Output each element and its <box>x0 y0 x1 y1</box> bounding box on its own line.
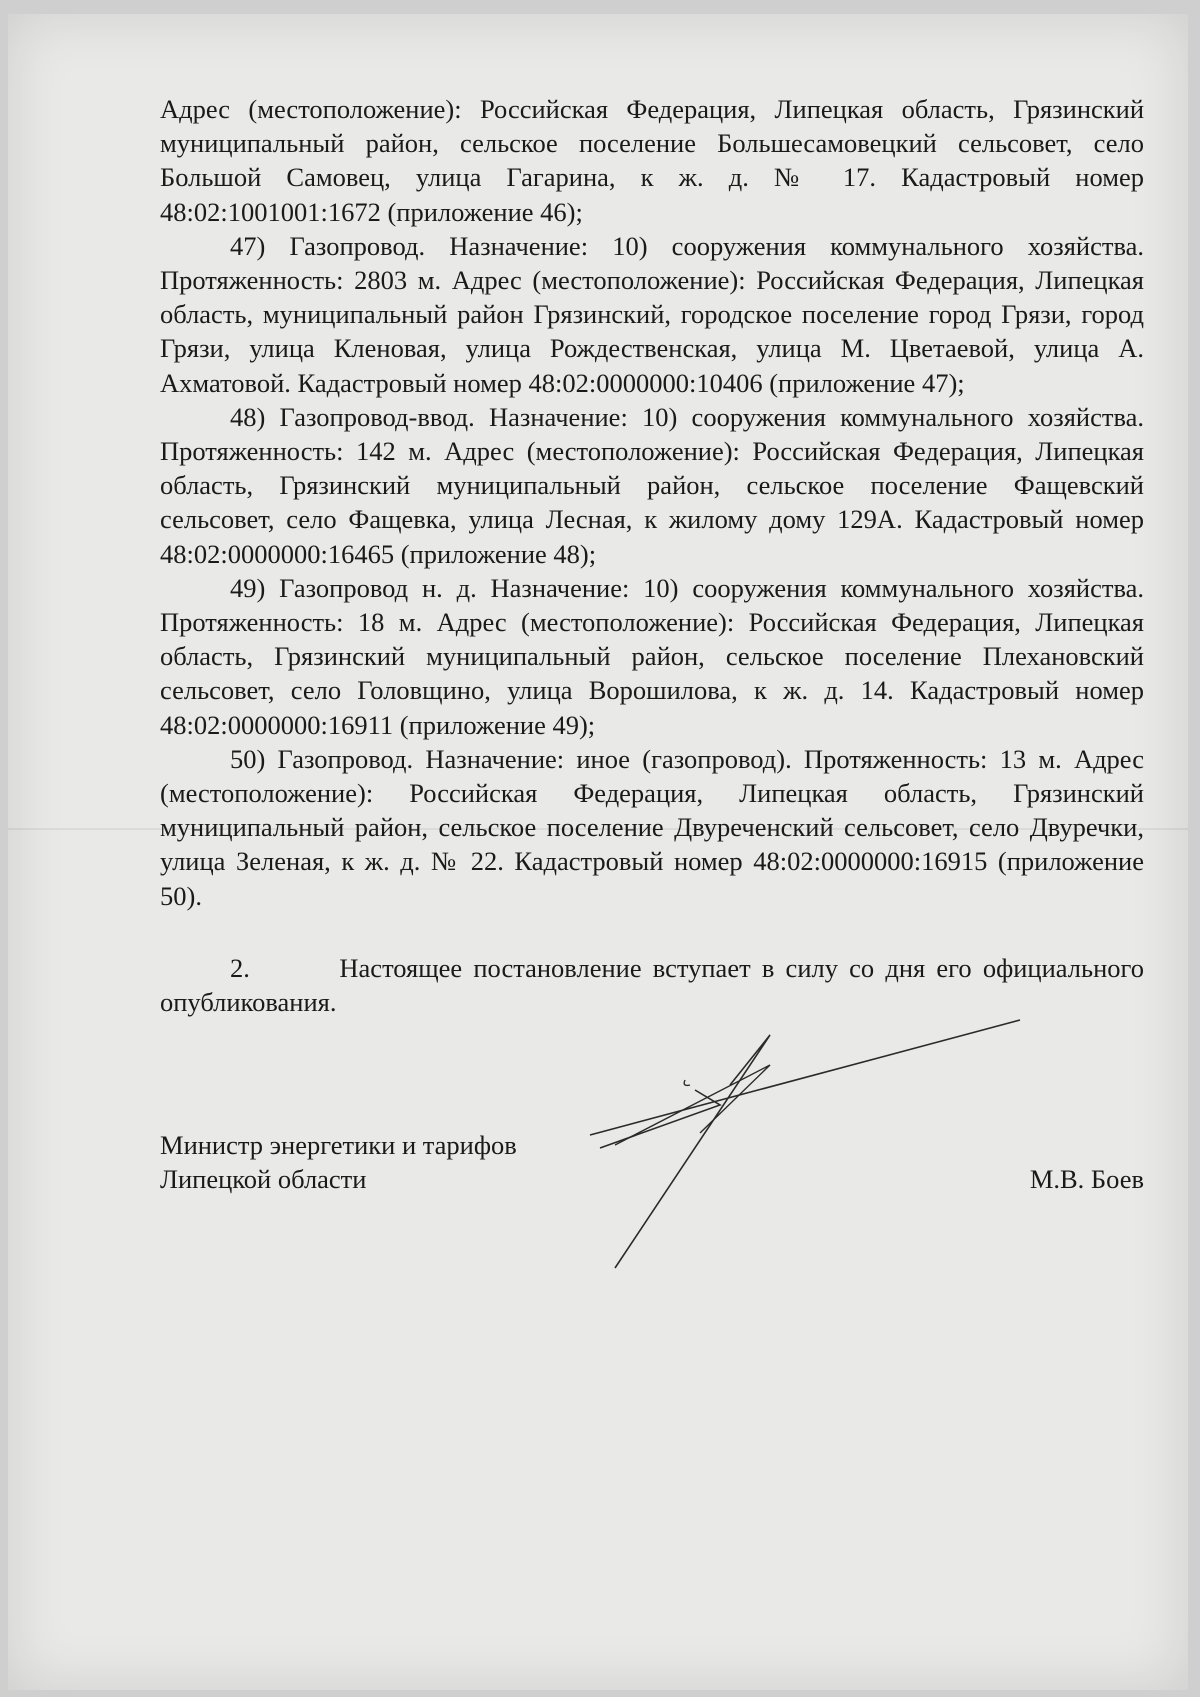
paragraph-49: 49) Газопровод н. д. Назначение: 10) сооружения коммунального хозяйства. Протяженность: 18 м. Адрес (местоположение): Российская Федерация, Липецкая область, Грязинский муниципальный район, сельское поселение Плехановский сельсовет, село Головщино, улица Ворошилова, к ж. д. 14. Кадастровый номер 48:02:0000000:16911 (приложение 49); <box>160 572 1144 740</box>
paragraph-50: 50) Газопровод. Назначение: иное (газопровод). Протяженность: 13 м. Адрес (местоположение): Российская Федерация, Липецкая область, Грязинский муниципальный район, сельское поселение Двуреченский сельсовет, село Двуречки, улица Зеленая, к ж. д. № 22. Кадастровый номер 48:02:0000000:16915 (приложение 50). <box>160 743 1144 911</box>
closing-clause: 2. Настоящее постановление вступает в силу со дня его официального опубликования. <box>160 952 1144 1018</box>
signatory-position <box>160 1128 517 1196</box>
paragraph-47: 47) Газопровод. Назначение: 10) сооружения коммунального хозяйства. Протяженность: 2803 м. Адрес (местоположение): Российская Федерация, Липецкая область, муниципальный район Грязинский, городское поселение город Грязи, город Грязи, улица Кленовая, улица Рождественская, улица М. Цветаевой, улица А. Ахматовой. Кадастровый номер 48:02:0000000:10406 (приложение 47); <box>160 230 1144 398</box>
handwritten-signature <box>570 1015 1060 1285</box>
signatory-position-line1: Министр энергетики и тарифов <box>160 1130 517 1160</box>
signatory-name: М.В. Боев <box>1029 1164 1144 1194</box>
paragraph-46-continuation: Адрес (местоположение): Российская Федерация, Липецкая область, Грязинский муниципальный район, сельское поселение Большесамовецкий сельсовет, село Большой Самовец, улица Гагарина, к ж. д. № 17. Кадастровый номер 48:02:1001001:1672 (приложение 46); <box>160 94 1144 227</box>
paragraph-48: 48) Газопровод-ввод. Назначение: 10) сооружения коммунального хозяйства. Протяженность: 142 м. Адрес (местоположение): Российская Федерация, Липецкая область, Грязинский муниципальный район, сельское поселение Фащевский сельсовет, село Фащевка, улица Лесная, к жилому дому 129А. Кадастровый номер 48:02:0000000:16465 (приложение 48); <box>160 401 1144 569</box>
signatory-position-line2: Липецкой области <box>160 1164 367 1194</box>
document-body <box>160 92 1144 1019</box>
